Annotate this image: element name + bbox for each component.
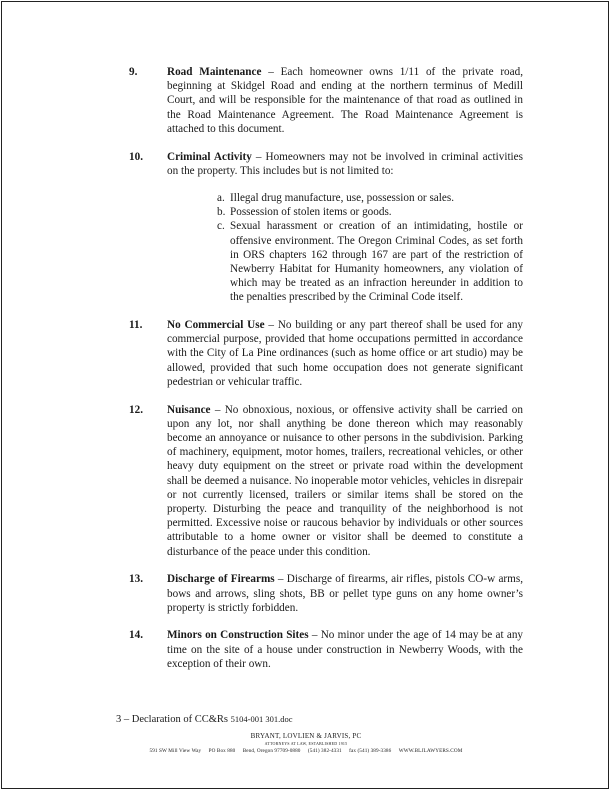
section-body	[167, 572, 523, 615]
section-heading: Minors on Construction Sites	[167, 629, 309, 642]
section-number: 12.	[129, 403, 143, 416]
section-heading: Discharge of Firearms	[167, 573, 275, 586]
section-body	[167, 403, 523, 559]
address-street: 591 SW Mill View Way	[149, 748, 202, 754]
heading-separator: –	[251, 150, 266, 163]
section-heading: Nuisance	[167, 403, 211, 416]
address-po-box: PO Box 880	[208, 748, 236, 754]
heading-separator: –	[210, 403, 225, 416]
list-item	[217, 219, 523, 304]
section-text: Homeowners may not be involved in criminal activities on the property. This includes but is not limited to:	[167, 150, 523, 177]
section-number: 9.	[129, 66, 138, 78]
doc-reference: 5104-001 301.doc	[230, 714, 293, 724]
section-heading: Criminal Activity	[167, 150, 252, 163]
heading-separator: –	[274, 573, 287, 586]
phone-number: (541) 382-4331	[307, 748, 342, 754]
section-number: 10.	[129, 150, 143, 163]
list-letter: a.	[217, 191, 225, 204]
section-11	[130, 318, 523, 389]
firm-address	[0, 748, 612, 754]
section-body	[167, 150, 523, 178]
section-number: 14.	[129, 629, 143, 642]
heading-separator: –	[264, 319, 278, 332]
section-body	[167, 318, 523, 389]
list-letter: c.	[217, 220, 225, 233]
section-12	[130, 403, 523, 559]
heading-separator: –	[308, 629, 321, 642]
list-letter: b.	[217, 206, 226, 219]
page-footer	[116, 714, 292, 725]
section-13	[130, 572, 523, 615]
section-heading: No Commercial Use	[167, 319, 265, 332]
section-text: No obnoxious, noxious, or offensive activity shall be carried on upon any lot, nor shall anything be done thereon which may reasonably become an annoyance or nuisance to other persons in the subdivision. Parking of machinery, equipment, motor homes, trailers, recreational vehicles, or other heavy duty equipment on the street or private road within the development shall be deemed a nuisance. No inoperable motor vehicles, vehicles in disrepair or not currently licensed, trailers or similar items shall be stored on the property. Disturbing the peace and tranquility of the neighborhood is not permitted. Excessive noise or raucous behavior by individuals or other sources attributable to a home owner or visitor shall be deemed to constitute a disturbance of the peace under this condition.	[167, 403, 523, 558]
fax-number: fax (541) 389-3386	[349, 748, 392, 754]
section-text: No building or any part thereof shall be used for any commercial purpose, provided that home occupations permitted in accordance with the City of La Pine ordinances (such as home office or art studio) may be allowed, provided that such home occupation does not generate significant pedestrian or vehicular traffic.	[167, 319, 524, 388]
page-label: 3 – Declaration of CC&Rs	[116, 714, 228, 725]
section-body	[167, 628, 523, 671]
section-10	[130, 150, 523, 305]
firm-name: BRYANT, LOVLIEN & JARVIS, PC	[250, 732, 362, 740]
section-body	[167, 65, 523, 136]
section-heading: Road Maintenance	[167, 66, 262, 78]
document-body	[130, 65, 523, 685]
section-14	[130, 628, 523, 671]
criminal-activity-list	[130, 191, 523, 305]
section-number: 13.	[129, 573, 143, 586]
section-text: Each homeowner owns 1/11 of the private road, beginning at Skidgel Road and ending at the northern terminus of Medill Court, and will be responsible for the maintenance of that road as outlined in the Road Maintenance Agreement. The Road Maintenance Agreement is attached to this document.	[167, 66, 524, 135]
heading-separator: –	[261, 66, 281, 78]
list-item	[217, 191, 523, 205]
firm-tagline: ATTORNEYS AT LAW, ESTABLISHED 1915	[264, 741, 348, 746]
website-link[interactable]: WWW.BLJLAWYERS.COM	[398, 748, 463, 754]
list-item-text: Sexual harassment or creation of an intimidating, hostile or offensive environment. The Oregon Criminal Codes, as set forth in ORS chapters 162 through 167 are part of the restriction of Newberry Habitat for Humanity homeowners, any violation of which may be treated as an infraction hereunder in addition to the penalties prescribed by the Criminal Code itself.	[230, 220, 523, 304]
section-9	[130, 65, 523, 136]
list-item-text: Illegal drug manufacture, use, possession or sales.	[230, 191, 455, 204]
list-item-text: Possession of stolen items or goods.	[230, 206, 392, 219]
section-number: 11.	[129, 319, 143, 332]
section-text: Discharge of firearms, air rifles, pistols CO-w arms, bows and arrows, sling shots, BB or pellet type guns on any home owner’s property is strictly forbidden.	[167, 573, 523, 614]
list-item	[217, 205, 523, 219]
section-text: No minor under the age of 14 may be at any time on the site of a house under construction in Newberry Woods, with the exception of their own.	[167, 629, 524, 670]
address-city: Bend, Oregon 97709-0880	[242, 748, 301, 754]
